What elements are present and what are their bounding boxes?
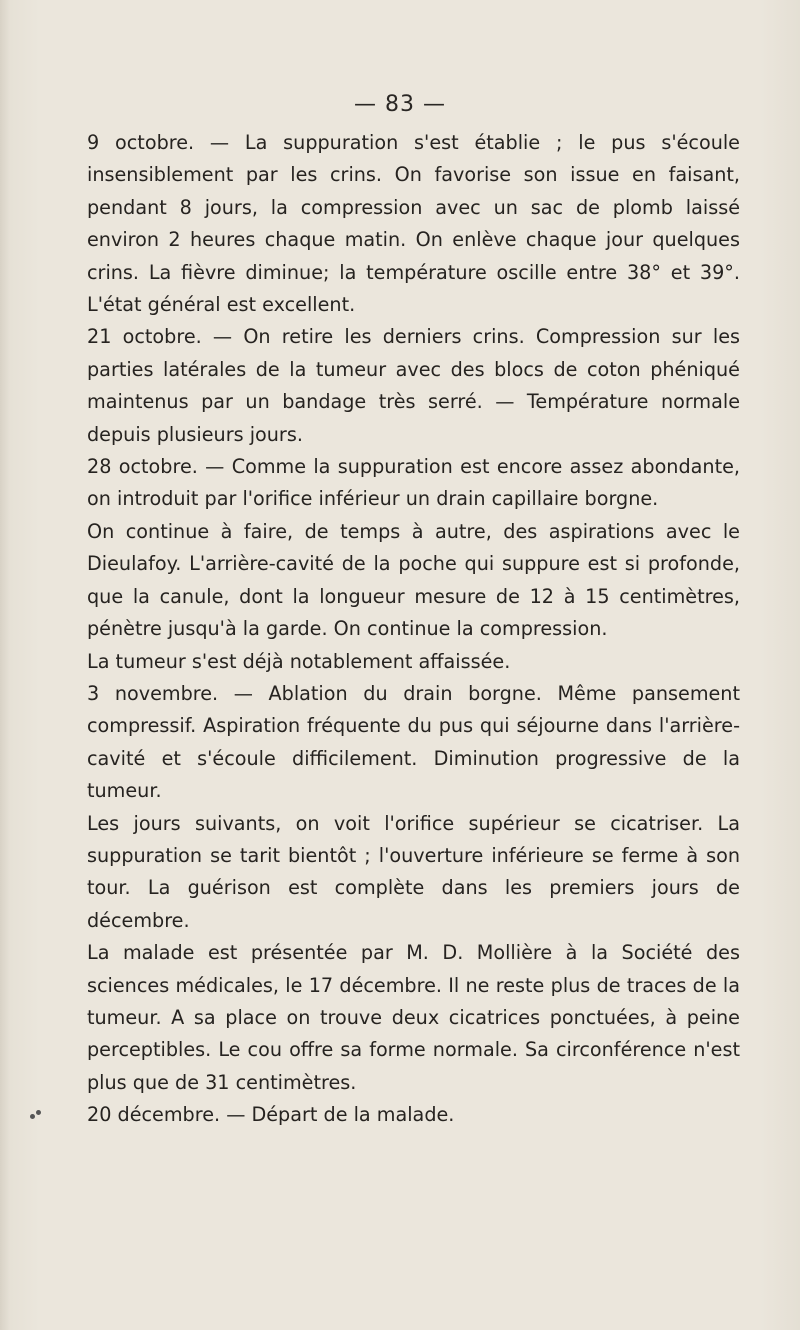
body-text (87, 127, 740, 1132)
paragraph-21-octobre: 21 octobre. — On retire les derniers crins. Compression sur les parties latérales de la tumeur avec des blocs de coton phéniqué maintenus par un bandage très serré. — Température normale depuis plusieurs jours. (87, 325, 740, 446)
margin-ink-dot (36, 1110, 41, 1115)
paragraph-jours-suivants: Les jours suivants, on voit l'orifice supérieur se cicatriser. La suppuration se tarit bientôt ; l'ouverture inférieure se ferme à son tour. La guérison est complète dans les premiers jours de décembre. (87, 811, 740, 932)
paragraph-28-octobre: 28 octobre. — Comme la suppuration est encore assez abondante, on introduit par l'orifice inférieur un drain capillaire borgne. (87, 455, 740, 511)
page-number: — 83 — (354, 92, 446, 117)
paragraph-malade-presentee: La malade est présentée par M. D. Mollière à la Société des sciences médicales, le 17 décembre. Il ne reste plus de traces de la tumeur. A sa place on trouve deux cicatrices ponctuées, à peine perceptibles. Le cou offre sa forme normale. Sa circonférence n'est plus que de 31 centimètres. (87, 941, 740, 1094)
paragraph-3-novembre: 3 novembre. — Ablation du drain borgne. Même pansement compressif. Aspiration fréquente du pus qui séjourne dans l'arrière-cavité et s'écoule difficilement. Diminution progressive de la tumeur. (87, 681, 740, 803)
margin-ink-dot (30, 1114, 35, 1119)
paragraph-20-decembre: 20 décembre. — Départ de la malade. (87, 1103, 455, 1127)
paragraph-aspirations: On continue à faire, de temps à autre, des aspirations avec le Dieulafoy. L'arrière-cavité de la poche qui suppure est si profonde, que la canule, dont la longueur mesure de 12 à 15 centimètres, pénètre jusqu'à la garde. On continue la compression. (87, 519, 740, 641)
paragraph-tumeur-affaissee: La tumeur s'est déjà notablement affaissée. (87, 649, 511, 673)
paragraph-9-octobre: 9 octobre. — La suppuration s'est établie ; le pus s'écoule insensiblement par les crins. On favorise son issue en faisant, pendant 8 jours, la compression avec un sac de plomb laissé environ 2 heures chaque matin. On enlève chaque jour quelques crins. La fièvre diminue; la température oscille entre 38° et 39°. L'état général est excellent. (87, 131, 740, 317)
